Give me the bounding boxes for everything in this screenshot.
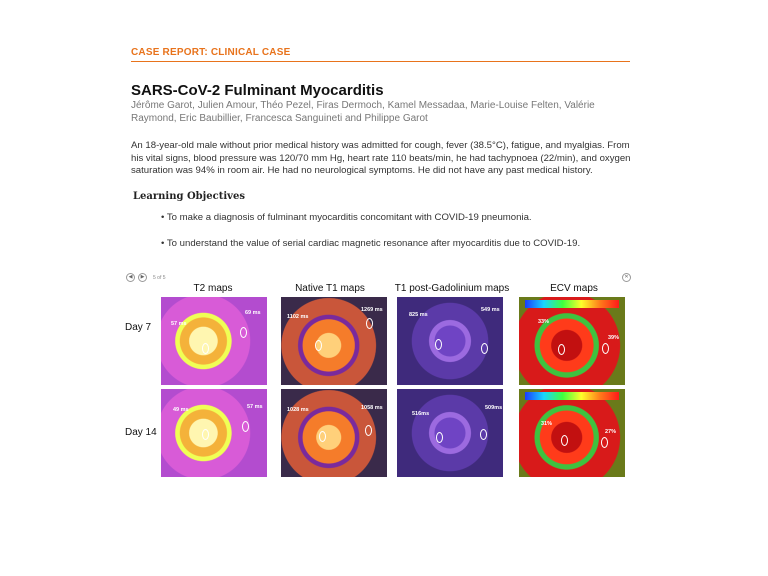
learning-objectives-heading: Learning Objectives [133, 191, 245, 202]
t1-post-gad-map-day-14 [397, 389, 503, 477]
section-divider [131, 61, 630, 62]
ecv-color-scale [525, 300, 619, 308]
roi-value: 57 ms [247, 404, 263, 410]
roi-marker [242, 421, 249, 432]
roi-value: 49 ms [173, 407, 189, 413]
roi-value: 1269 ms [361, 307, 383, 313]
row-label-day-14: Day 14 [125, 427, 157, 438]
roi-marker [601, 437, 608, 448]
section-label: CASE REPORT: CLINICAL CASE [131, 47, 291, 58]
roi-marker [202, 343, 209, 354]
column-header-t2: T2 maps [193, 283, 233, 294]
roi-marker [602, 343, 609, 354]
t2-map-day-7 [161, 297, 267, 385]
roi-marker [240, 327, 247, 338]
roi-value: 33% [538, 319, 550, 325]
roi-value: 31% [541, 421, 553, 427]
t1-post-gad-map-day-7 [397, 297, 503, 385]
author-list: Jérôme Garot, Julien Amour, Théo Pezel, Firas Dermoch, Kamel Messadaa, Marie-Louise Felten, Valérie Raymond, Eric Baubillier, Francesca Sanguineti and Philippe Garot [131, 100, 595, 124]
roi-value: 57 ms [171, 321, 187, 327]
column-header-ecv: ECV maps [550, 283, 598, 294]
roi-marker [481, 343, 488, 354]
native-t1-map-day-7 [281, 297, 387, 385]
ecv-color-scale [525, 392, 619, 400]
roi-value: 516ms [412, 411, 430, 417]
roi-value: 69 ms [245, 310, 261, 316]
roi-marker [319, 431, 326, 442]
ecv-map-day-14 [519, 389, 625, 477]
ecv-map-day-7 [519, 297, 625, 385]
roi-value: 825 ms [409, 312, 428, 318]
roi-marker [202, 429, 209, 440]
roi-value: 549 ms [481, 307, 500, 313]
roi-marker [480, 429, 487, 440]
next-icon[interactable]: ▶ [138, 273, 147, 282]
row-label-day-7: Day 7 [125, 322, 152, 333]
roi-marker [436, 432, 443, 443]
article-title: SARS-CoV-2 Fulminant Myocarditis [131, 82, 384, 99]
roi-marker [558, 344, 565, 355]
roi-marker [365, 425, 372, 436]
learning-objective-item: • To make a diagnosis of fulminant myocarditis concomitant with COVID-19 pneumonia. [161, 212, 532, 223]
learning-objective-item: • To understand the value of serial cardiac magnetic resonance after myocarditis due to COVID-19. [161, 238, 581, 249]
figure-counter: 5 of 5 [153, 274, 166, 281]
case-abstract: An 18-year-old male without prior medical history was admitted for cough, fever (38.5°C), fatigue, and myalgias. From his vital signs, blood pressure was 120/70 mm Hg, heart rate 110 beats/min, he had tachypnoea (22/min), and oxygen saturation was 94% in room air. He had no neurological symptoms. He did not have any past medical history. [131, 140, 631, 176]
roi-value: 1028 ms [287, 407, 309, 413]
roi-value: 509ms [485, 405, 503, 411]
native-t1-map-day-14 [281, 389, 387, 477]
column-header-native-t1: Native T1 maps [295, 283, 365, 294]
previous-icon[interactable]: ◀ [126, 273, 135, 282]
roi-marker [561, 435, 568, 446]
roi-marker [435, 339, 442, 350]
roi-value: 1102 ms [287, 314, 309, 320]
t2-map-day-14 [161, 389, 267, 477]
roi-value: 27% [605, 429, 617, 435]
column-header-t1-post-gad: T1 post-Gadolinium maps [394, 283, 510, 294]
roi-value: 1058 ms [361, 405, 383, 411]
roi-value: 39% [608, 335, 620, 341]
roi-marker [366, 318, 373, 329]
roi-marker [315, 340, 322, 351]
close-icon[interactable]: ✕ [622, 273, 631, 282]
figure-viewer-controls [126, 273, 166, 282]
